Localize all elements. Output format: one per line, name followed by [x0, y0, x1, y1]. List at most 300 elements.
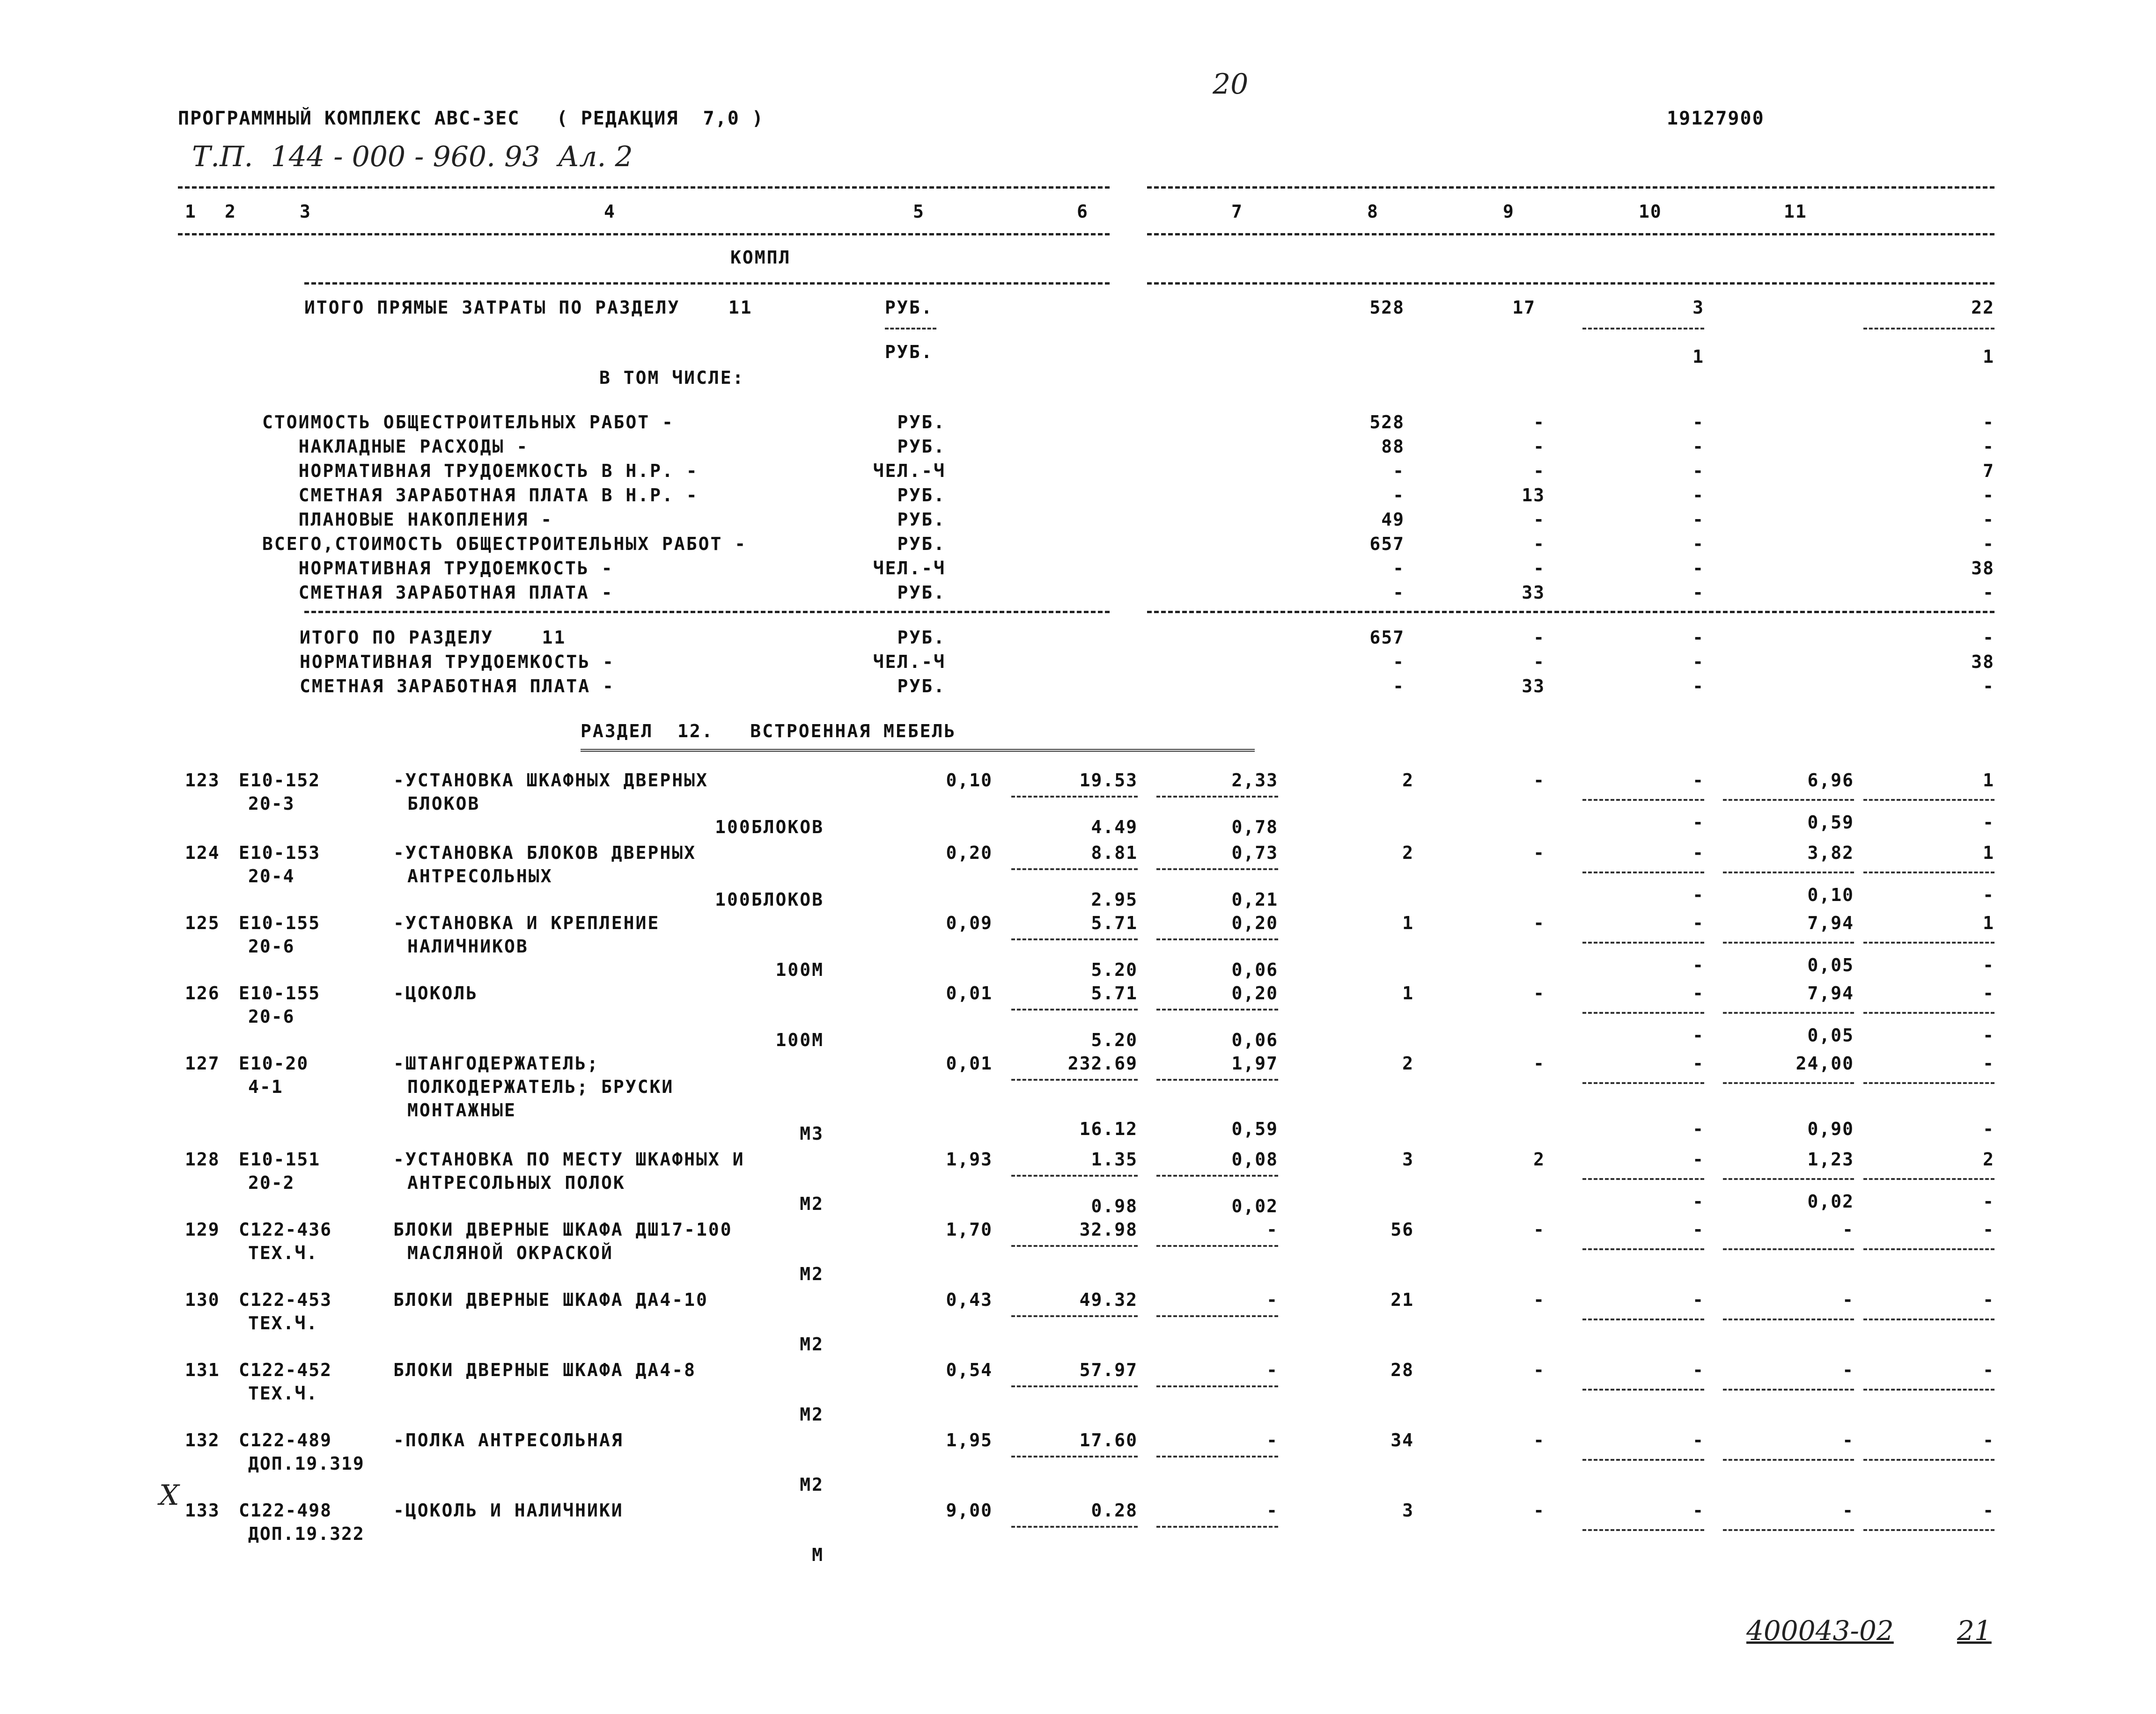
divider	[1723, 1082, 1854, 1084]
item-c10: -	[1842, 1219, 1854, 1240]
item-c11: -	[1983, 1053, 1994, 1074]
item-wage-price: 2,33	[1231, 770, 1278, 791]
item-code: Е10-153	[239, 842, 321, 863]
summary-row-label: НАКЛАДНЫЕ РАСХОДЫ -	[262, 436, 529, 457]
summary-row-c11: -	[1983, 412, 1994, 432]
divider	[1011, 796, 1138, 798]
item-c7: 21	[1391, 1289, 1414, 1310]
item-wage-price: -	[1266, 1500, 1278, 1521]
item-c11: 1	[1983, 842, 1994, 863]
item-number: 129	[185, 1219, 220, 1240]
summary-row-c11: -	[1983, 485, 1994, 505]
item-c10: 3,82	[1807, 842, 1854, 863]
item-description: -УСТАНОВКА БЛОКОВ ДВЕРНЫХ	[393, 842, 696, 863]
item-description-2: АНТРЕСОЛЬНЫХ	[407, 866, 553, 886]
item-c8: -	[1533, 1430, 1545, 1450]
item-unit: 100БЛОКОВ	[715, 817, 824, 837]
item-c11-b: -	[1983, 1025, 1994, 1046]
item-c9: -	[1692, 1360, 1704, 1380]
item-c11: 2	[1983, 1149, 1994, 1170]
item-c8: -	[1533, 1219, 1545, 1240]
item-c9: -	[1692, 913, 1704, 933]
summary-row-c8: 13	[1522, 485, 1545, 505]
item-unit-price: 49.32	[1079, 1289, 1138, 1310]
item-description-2: АНТРЕСОЛЬНЫХ ПОЛОК	[407, 1172, 625, 1193]
divider	[1156, 1315, 1278, 1317]
direct-costs-c9: 3	[1692, 297, 1704, 318]
summary-row-c11: -	[1983, 436, 1994, 457]
summary-row-unit: ЧЕЛ.-Ч	[873, 461, 946, 481]
item-c10: -	[1842, 1289, 1854, 1310]
item-unit-price: 5.71	[1091, 983, 1138, 1003]
item-unit-price: 0.28	[1091, 1500, 1138, 1521]
summary-row-c8: 33	[1522, 582, 1545, 603]
item-unit: М2	[800, 1194, 824, 1214]
item-c11-b: -	[1983, 885, 1994, 905]
divider	[1156, 796, 1278, 798]
item-description: -УСТАНОВКА ШКАФНЫХ ДВЕРНЫХ	[393, 770, 708, 791]
item-code-2: 20-6	[248, 1006, 295, 1027]
summary-row-unit: РУБ.	[897, 485, 946, 505]
footer-page-number: 21	[1957, 1615, 1992, 1647]
summary-row-c9: -	[1692, 485, 1704, 505]
summary-row-c8: -	[1533, 412, 1545, 432]
column-number: 7	[1231, 201, 1243, 222]
item-c7: 34	[1391, 1430, 1414, 1450]
divider	[1723, 1459, 1854, 1461]
summary-row-c8: -	[1533, 436, 1545, 457]
summary-row-c9: -	[1692, 582, 1704, 603]
item-description: -ЦОКОЛЬ И НАЛИЧНИКИ	[393, 1500, 624, 1521]
direct-costs-unit-2: РУБ.	[885, 342, 934, 362]
footer-code: 400043-02	[1746, 1615, 1894, 1647]
item-wage-price-b: 0,06	[1231, 1030, 1278, 1050]
item-description: -ШТАНГОДЕРЖАТЕЛЬ;	[393, 1053, 599, 1074]
divider	[1011, 1315, 1138, 1317]
item-c7: 3	[1402, 1500, 1414, 1521]
direct-costs-2-c11: 1	[1983, 346, 1994, 367]
column-number: 5	[913, 201, 925, 222]
divider	[1863, 1248, 1994, 1250]
item-description-2: НАЛИЧНИКОВ	[407, 936, 529, 957]
item-c7: 2	[1402, 1053, 1414, 1074]
direct-costs-c8: 17	[1512, 297, 1536, 318]
divider	[1723, 1318, 1854, 1320]
total-row-c8: -	[1533, 652, 1545, 672]
item-code-2: 20-4	[248, 866, 295, 886]
item-code: Е10-155	[239, 983, 321, 1003]
divider	[1723, 1529, 1854, 1531]
total-row-label: НОРМАТИВНАЯ ТРУДОЕМКОСТЬ -	[300, 652, 615, 672]
summary-row-c8: -	[1533, 558, 1545, 579]
item-c10: 7,94	[1807, 913, 1854, 933]
item-c11-b: -	[1983, 955, 1994, 975]
item-c8: -	[1533, 1500, 1545, 1521]
item-unit: М3	[800, 1123, 824, 1144]
item-wage-price-b: 0,02	[1231, 1196, 1278, 1216]
item-c10: 7,94	[1807, 983, 1854, 1003]
divider	[1156, 938, 1278, 940]
divider	[1723, 872, 1854, 873]
summary-row-unit: РУБ.	[897, 412, 946, 432]
divider	[1011, 1456, 1138, 1458]
summary-row-c9: -	[1692, 436, 1704, 457]
divider	[1011, 1526, 1138, 1528]
item-wage-price-b: 0,78	[1231, 817, 1278, 837]
item-c11: -	[1983, 1219, 1994, 1240]
item-wage-price: -	[1266, 1219, 1278, 1240]
document-code: 19127900	[1667, 108, 1765, 129]
summary-row-unit: РУБ.	[897, 534, 946, 554]
divider	[1156, 1245, 1278, 1247]
divider	[1156, 1079, 1278, 1081]
divider	[1011, 1385, 1138, 1387]
item-number: 126	[185, 983, 220, 1003]
item-wage-price: -	[1266, 1360, 1278, 1380]
item-code-2: ТЕХ.Ч.	[248, 1313, 318, 1333]
summary-row-unit: РУБ.	[897, 509, 946, 530]
summary-row-c9: -	[1692, 558, 1704, 579]
item-c10: -	[1842, 1360, 1854, 1380]
item-number: 131	[185, 1360, 220, 1380]
divider	[1863, 872, 1994, 873]
item-c9: -	[1692, 1289, 1704, 1310]
divider	[1582, 1082, 1704, 1084]
summary-row-c7: 528	[1369, 412, 1405, 432]
divider	[1156, 1526, 1278, 1528]
item-description: -УСТАНОВКА И КРЕПЛЕНИЕ	[393, 913, 660, 933]
item-quantity: 1,70	[946, 1219, 993, 1240]
item-unit-price: 232.69	[1067, 1053, 1138, 1074]
item-quantity: 0,20	[946, 842, 993, 863]
item-description: -ЦОКОЛЬ	[393, 983, 478, 1003]
column-number: 10	[1639, 201, 1662, 222]
divider	[1582, 1529, 1704, 1531]
total-row-unit: РУБ.	[897, 627, 946, 648]
item-c10-b: 0,05	[1807, 1025, 1854, 1046]
divider	[1011, 1009, 1138, 1011]
item-c7: 56	[1391, 1219, 1414, 1240]
item-description-2: МАСЛЯНОЙ ОКРАСКОЙ	[407, 1243, 613, 1263]
summary-row-c11: 7	[1983, 461, 1994, 481]
komplekt-label: КОМПЛ	[730, 247, 791, 268]
item-unit-price-b: 0.98	[1091, 1196, 1138, 1216]
item-c9: -	[1692, 770, 1704, 791]
divider	[1156, 1385, 1278, 1387]
summary-row-label: ВСЕГО,СТОИМОСТЬ ОБЩЕСТРОИТЕЛЬНЫХ РАБОТ -	[262, 534, 747, 554]
total-row-c7: -	[1393, 676, 1405, 696]
column-number: 9	[1503, 201, 1515, 222]
item-c9-b: -	[1692, 1119, 1704, 1139]
item-c7: 1	[1402, 983, 1414, 1003]
item-c10: 1,23	[1807, 1149, 1854, 1170]
divider	[1863, 1459, 1994, 1461]
item-c7: 28	[1391, 1360, 1414, 1380]
item-unit-price: 19.53	[1079, 770, 1138, 791]
item-c10: 6,96	[1807, 770, 1854, 791]
summary-row-c7: -	[1393, 461, 1405, 481]
item-wage-price: 0,08	[1231, 1149, 1278, 1170]
item-c8: -	[1533, 1289, 1545, 1310]
divider	[1863, 1318, 1994, 1320]
item-c10-b: 0,10	[1807, 885, 1854, 905]
summary-row-label: СТОИМОСТЬ ОБЩЕСТРОИТЕЛЬНЫХ РАБОТ -	[262, 412, 674, 432]
summary-row-c11: -	[1983, 582, 1994, 603]
item-c11: -	[1983, 983, 1994, 1003]
summary-row-c7: 88	[1381, 436, 1405, 457]
item-unit: 100М	[775, 960, 824, 980]
total-row-c9: -	[1692, 627, 1704, 648]
item-unit-price-b: 4.49	[1091, 817, 1138, 837]
divider	[1582, 942, 1704, 944]
item-c10-b: 0,05	[1807, 955, 1854, 975]
divider	[1723, 799, 1854, 801]
divider	[1723, 1389, 1854, 1391]
item-c10: 24,00	[1795, 1053, 1854, 1074]
item-c9: -	[1692, 1500, 1704, 1521]
summary-row-label: СМЕТНАЯ ЗАРАБОТНАЯ ПЛАТА -	[262, 582, 614, 603]
divider	[1863, 1529, 1994, 1531]
column-number: 2	[225, 201, 236, 222]
divider	[1582, 1248, 1704, 1250]
summary-row-c9: -	[1692, 461, 1704, 481]
divider	[1011, 1175, 1138, 1177]
item-c8: -	[1533, 1053, 1545, 1074]
item-number: 123	[185, 770, 220, 791]
divider	[1582, 872, 1704, 873]
item-description: БЛОКИ ДВЕРНЫЕ ШКАФА ДА4-10	[393, 1289, 708, 1310]
summary-row-label: НОРМАТИВНАЯ ТРУДОЕМКОСТЬ -	[262, 558, 614, 579]
item-number: 124	[185, 842, 220, 863]
item-unit-price: 57.97	[1079, 1360, 1138, 1380]
total-row-unit: ЧЕЛ.-Ч	[873, 652, 946, 672]
item-unit: 100М	[775, 1030, 824, 1050]
item-number: 128	[185, 1149, 220, 1170]
summary-row-c7: 49	[1381, 509, 1405, 530]
item-unit-price: 17.60	[1079, 1430, 1138, 1450]
page-number: 20	[1213, 68, 1249, 101]
item-code: Е10-152	[239, 770, 321, 791]
item-code: Е10-151	[239, 1149, 321, 1170]
summary-row-label: ПЛАНОВЫЕ НАКОПЛЕНИЯ -	[262, 509, 553, 530]
column-number: 11	[1784, 201, 1807, 222]
summary-row-unit: РУБ.	[897, 436, 946, 457]
item-code-2: ТЕХ.Ч.	[248, 1243, 318, 1263]
item-description: БЛОКИ ДВЕРНЫЕ ШКАФА ДШ17-100	[393, 1219, 733, 1240]
item-c11-b: -	[1983, 1191, 1994, 1212]
total-row-unit: РУБ.	[897, 676, 946, 696]
item-c9-b: -	[1692, 812, 1704, 833]
item-c9: -	[1692, 1219, 1704, 1240]
item-number: 133	[185, 1500, 220, 1521]
item-description-2: БЛОКОВ	[407, 793, 480, 814]
summary-row-c11: 38	[1971, 558, 1994, 579]
total-row-c11: -	[1983, 627, 1994, 648]
item-unit-price-b: 5.20	[1091, 1030, 1138, 1050]
column-number: 8	[1367, 201, 1379, 222]
item-number: 132	[185, 1430, 220, 1450]
item-c11: -	[1983, 1289, 1994, 1310]
column-number: 3	[300, 201, 311, 222]
item-c8: -	[1533, 770, 1545, 791]
summary-row-c7: -	[1393, 485, 1405, 505]
item-quantity: 1,93	[946, 1149, 993, 1170]
total-row-c9: -	[1692, 652, 1704, 672]
total-row-c9: -	[1692, 676, 1704, 696]
summary-row-c7: -	[1393, 582, 1405, 603]
divider	[1582, 1012, 1704, 1014]
summary-row-c9: -	[1692, 509, 1704, 530]
item-c7: 1	[1402, 913, 1414, 933]
item-c10-b: 0,59	[1807, 812, 1854, 833]
item-number: 130	[185, 1289, 220, 1310]
item-c9: -	[1692, 842, 1704, 863]
item-quantity: 1,95	[946, 1430, 993, 1450]
item-description: -УСТАНОВКА ПО МЕСТУ ШКАФНЫХ И	[393, 1149, 745, 1170]
item-c8: -	[1533, 983, 1545, 1003]
item-c10-b: 0,02	[1807, 1191, 1854, 1212]
column-number: 4	[604, 201, 616, 222]
item-quantity: 0,09	[946, 913, 993, 933]
item-code-2: 20-3	[248, 793, 295, 814]
divider	[1156, 1009, 1278, 1011]
summary-row-label: НОРМАТИВНАЯ ТРУДОЕМКОСТЬ В Н.Р. -	[262, 461, 699, 481]
item-unit-price: 8.81	[1091, 842, 1138, 863]
item-unit: М2	[800, 1264, 824, 1284]
direct-costs-c11: 22	[1971, 297, 1994, 318]
divider	[1723, 1178, 1854, 1180]
item-quantity: 9,00	[946, 1500, 993, 1521]
item-unit-price-b: 5.20	[1091, 960, 1138, 980]
summary-row-c8: -	[1533, 534, 1545, 554]
direct-costs-unit: РУБ.	[885, 297, 934, 318]
summary-row-label: СМЕТНАЯ ЗАРАБОТНАЯ ПЛАТА В Н.Р. -	[262, 485, 699, 505]
column-number: 1	[185, 201, 197, 222]
divider	[1723, 942, 1854, 944]
section-title: РАЗДЕЛ 12. ВСТРОЕННАЯ МЕБЕЛЬ	[581, 721, 957, 741]
item-number: 125	[185, 913, 220, 933]
item-c10: -	[1842, 1430, 1854, 1450]
item-quantity: 0,10	[946, 770, 993, 791]
item-number: 127	[185, 1053, 220, 1074]
item-quantity: 0,43	[946, 1289, 993, 1310]
divider	[1863, 942, 1994, 944]
item-unit: 100БЛОКОВ	[715, 889, 824, 910]
item-c11: -	[1983, 1430, 1994, 1450]
item-wage-price: 0,73	[1231, 842, 1278, 863]
item-c7: 2	[1402, 842, 1414, 863]
item-c7: 2	[1402, 770, 1414, 791]
item-c11-b: -	[1983, 1119, 1994, 1139]
total-row-c8: 33	[1522, 676, 1545, 696]
divider	[1723, 1248, 1854, 1250]
divider	[1863, 1178, 1994, 1180]
item-c10: -	[1842, 1500, 1854, 1521]
total-row-label: ИТОГО ПО РАЗДЕЛУ 11	[300, 627, 567, 648]
item-code-2: ДОП.19.319	[248, 1453, 365, 1474]
item-code: С122-452	[239, 1360, 332, 1380]
item-code: С122-489	[239, 1430, 332, 1450]
item-wage-price-b: 0,59	[1231, 1119, 1278, 1139]
item-c7: 3	[1402, 1149, 1414, 1170]
summary-row-c7: -	[1393, 558, 1405, 579]
item-quantity: 0,01	[946, 983, 993, 1003]
item-description-2: ПОЛКОДЕРЖАТЕЛЬ; БРУСКИ	[407, 1077, 674, 1097]
divider	[1582, 1389, 1704, 1391]
in-that-number-label: В ТОМ ЧИСЛЕ:	[599, 367, 745, 388]
item-c9: -	[1692, 1053, 1704, 1074]
item-c10-b: 0,90	[1807, 1119, 1854, 1139]
divider	[1863, 799, 1994, 801]
item-unit: М2	[800, 1404, 824, 1425]
item-c9-b: -	[1692, 885, 1704, 905]
divider	[1723, 1012, 1854, 1014]
item-description: -ПОЛКА АНТРЕСОЛЬНАЯ	[393, 1430, 624, 1450]
total-row-label: СМЕТНАЯ ЗАРАБОТНАЯ ПЛАТА -	[300, 676, 615, 696]
item-code: С122-453	[239, 1289, 332, 1310]
item-c11: 1	[1983, 770, 1994, 791]
summary-row-c9: -	[1692, 534, 1704, 554]
item-wage-price-b: 0,06	[1231, 960, 1278, 980]
item-c9-b: -	[1692, 1191, 1704, 1212]
item-unit: М2	[800, 1474, 824, 1495]
summary-row-c11: -	[1983, 509, 1994, 530]
item-unit: М2	[800, 1334, 824, 1355]
item-code-2: 20-6	[248, 936, 295, 957]
summary-row-c7: 657	[1369, 534, 1405, 554]
item-wage-price: 0,20	[1231, 913, 1278, 933]
item-c11: 1	[1983, 913, 1994, 933]
item-c8: -	[1533, 913, 1545, 933]
item-unit-price-b: 2.95	[1091, 889, 1138, 910]
total-row-c7: -	[1393, 652, 1405, 672]
divider	[1011, 868, 1138, 870]
summary-row-c9: -	[1692, 412, 1704, 432]
margin-mark: Х	[159, 1479, 179, 1512]
project-reference: Т.П. 144 - 000 - 960. 93 Ал. 2	[192, 140, 633, 173]
item-code: С122-498	[239, 1500, 332, 1521]
divider	[1863, 1082, 1994, 1084]
item-c9-b: -	[1692, 955, 1704, 975]
direct-costs-c7: 528	[1369, 297, 1405, 318]
item-wage-price: -	[1266, 1430, 1278, 1450]
divider	[1582, 1318, 1704, 1320]
divider	[1011, 1079, 1138, 1081]
item-wage-price-b: 0,21	[1231, 889, 1278, 910]
total-row-c11: 38	[1971, 652, 1994, 672]
item-unit-price-b: 16.12	[1079, 1119, 1138, 1139]
item-unit: М	[812, 1545, 824, 1565]
summary-row-unit: РУБ.	[897, 582, 946, 603]
divider	[1582, 1178, 1704, 1180]
total-row-c8: -	[1533, 627, 1545, 648]
direct-costs-2-c9: 1	[1692, 346, 1704, 367]
divider	[1582, 1459, 1704, 1461]
program-header: ПРОГРАММНЫЙ КОМПЛЕКС АВС-ЗЕС ( РЕДАКЦИЯ 7,0 )	[178, 108, 764, 129]
item-code: С122-436	[239, 1219, 332, 1240]
item-c8: -	[1533, 1360, 1545, 1380]
summary-row-unit: ЧЕЛ.-Ч	[873, 558, 946, 579]
item-c11: -	[1983, 1360, 1994, 1380]
divider	[1863, 1012, 1994, 1014]
total-row-c7: 657	[1369, 627, 1405, 648]
summary-row-c8: -	[1533, 509, 1545, 530]
divider	[1011, 938, 1138, 940]
divider	[1011, 1245, 1138, 1247]
item-code-2: 20-2	[248, 1172, 295, 1193]
item-unit-price: 5.71	[1091, 913, 1138, 933]
item-description: БЛОКИ ДВЕРНЫЕ ШКАФА ДА4-8	[393, 1360, 696, 1380]
